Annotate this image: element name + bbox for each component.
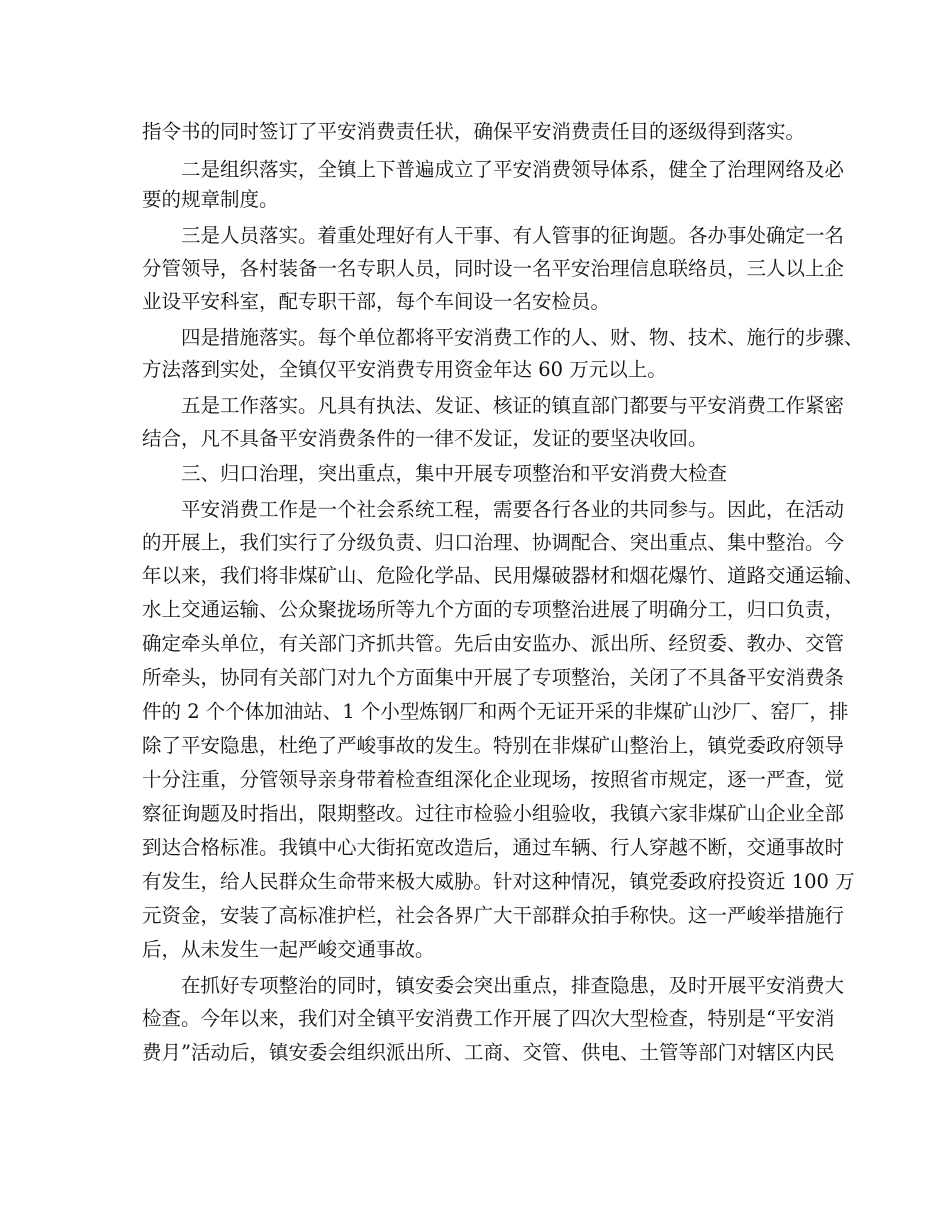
text-line: 到达合格标准。我镇中心大街拓宽改造后，通过车辆、行人穿越不断，交通事故时 — [142, 836, 845, 859]
text-line: 指令书的同时签订了平安消费责任状，确保平安消费责任目的逐级得到落实。 — [142, 120, 806, 143]
text-line: 的开展上，我们实行了分级负责、归口治理、协调配合、突出重点、集中整治。今 — [142, 531, 845, 554]
text-line: 四是措施落实。每个单位都将平安消费工作的人、财、物、技术、施行的步骤、 — [181, 326, 864, 349]
text-line: 检查。今年以来，我们对全镇平安消费工作开展了四次大型检查，特别是“平安消 — [142, 1007, 835, 1030]
text-line: 二是组织落实，全镇上下普遍成立了平安消费领导体系，健全了治理网络及必 — [181, 158, 845, 181]
text-line: 确定牵头单位，有关部门齐抓共管。先后由安监办、派出所、经贸委、教办、交管 — [142, 632, 845, 655]
text-line: 三是人员落实。着重处理好有人干事、有人管事的征询题。各办事处确定一名 — [181, 224, 845, 247]
text-line: 件的 2 个个体加油站、1 个小型炼钢厂和两个无证开采的非煤矿山沙厂、窑厂，排 — [142, 700, 849, 723]
text-line: 除了平安隐患，杜绝了严峻事故的发生。特别在非煤矿山整治上，镇党委政府领导 — [142, 734, 845, 757]
text-line: 年以来，我们将非煤矿山、危险化学品、民用爆破器材和烟花爆竹、道路交通运输、 — [142, 564, 864, 587]
text-line: 结合，凡不具备平安消费条件的一律不发证，发证的要坚决收回。 — [142, 427, 708, 450]
text-line: 所牵头，协同有关部门对九个方面集中开展了专项整治，关闭了不具备平安消费条 — [142, 666, 845, 689]
text-line: 元资金，安装了高标准护栏，社会各界广大干部群众拍手称快。这一严峻举措施行 — [142, 904, 845, 927]
text-line: 要的规章制度。 — [142, 188, 279, 211]
text-line: 察征询题及时指出，限期整改。过往市检验小组验收，我镇六家非煤矿山企业全部 — [142, 802, 845, 825]
section-heading: 三、归口治理，突出重点，集中开展专项整治和平安消费大检查 — [181, 462, 728, 485]
text-line: 水上交通运输、公众聚拢场所等九个方面的专项整治进展了明确分工，归口负责， — [142, 598, 845, 621]
text-line: 五是工作落实。凡具有执法、发证、核证的镇直部门都要与平安消费工作紧密 — [181, 394, 845, 417]
text-line: 有发生，给人民群众生命带来极大威胁。针对这种情况，镇党委政府投资近 100 万 — [142, 870, 855, 893]
text-line: 十分注重，分管领导亲身带着检查组深化企业现场，按照省市规定，逐一严查，觉 — [142, 768, 845, 791]
text-line: 费月”活动后，镇安委会组织派出所、工商、交管、供电、土管等部门对辖区内民 — [142, 1041, 835, 1064]
text-line: 业设平安科室，配专职干部，每个车间设一名安检员。 — [142, 290, 611, 313]
text-line: 方法落到实处，全镇仅平安消费专用资金年达 60 万元以上。 — [142, 358, 667, 381]
text-line: 在抓好专项整治的同时，镇安委会突出重点，排查隐患，及时开展平安消费大 — [181, 974, 845, 997]
text-line: 后，从未发生一起严峻交通事故。 — [142, 938, 435, 961]
text-line: 分管领导，各村装备一名专职人员，同时设一名平安治理信息联络员，三人以上企 — [142, 257, 845, 280]
text-line: 平安消费工作是一个社会系统工程，需要各行各业的共同参与。因此，在活动 — [181, 498, 845, 521]
